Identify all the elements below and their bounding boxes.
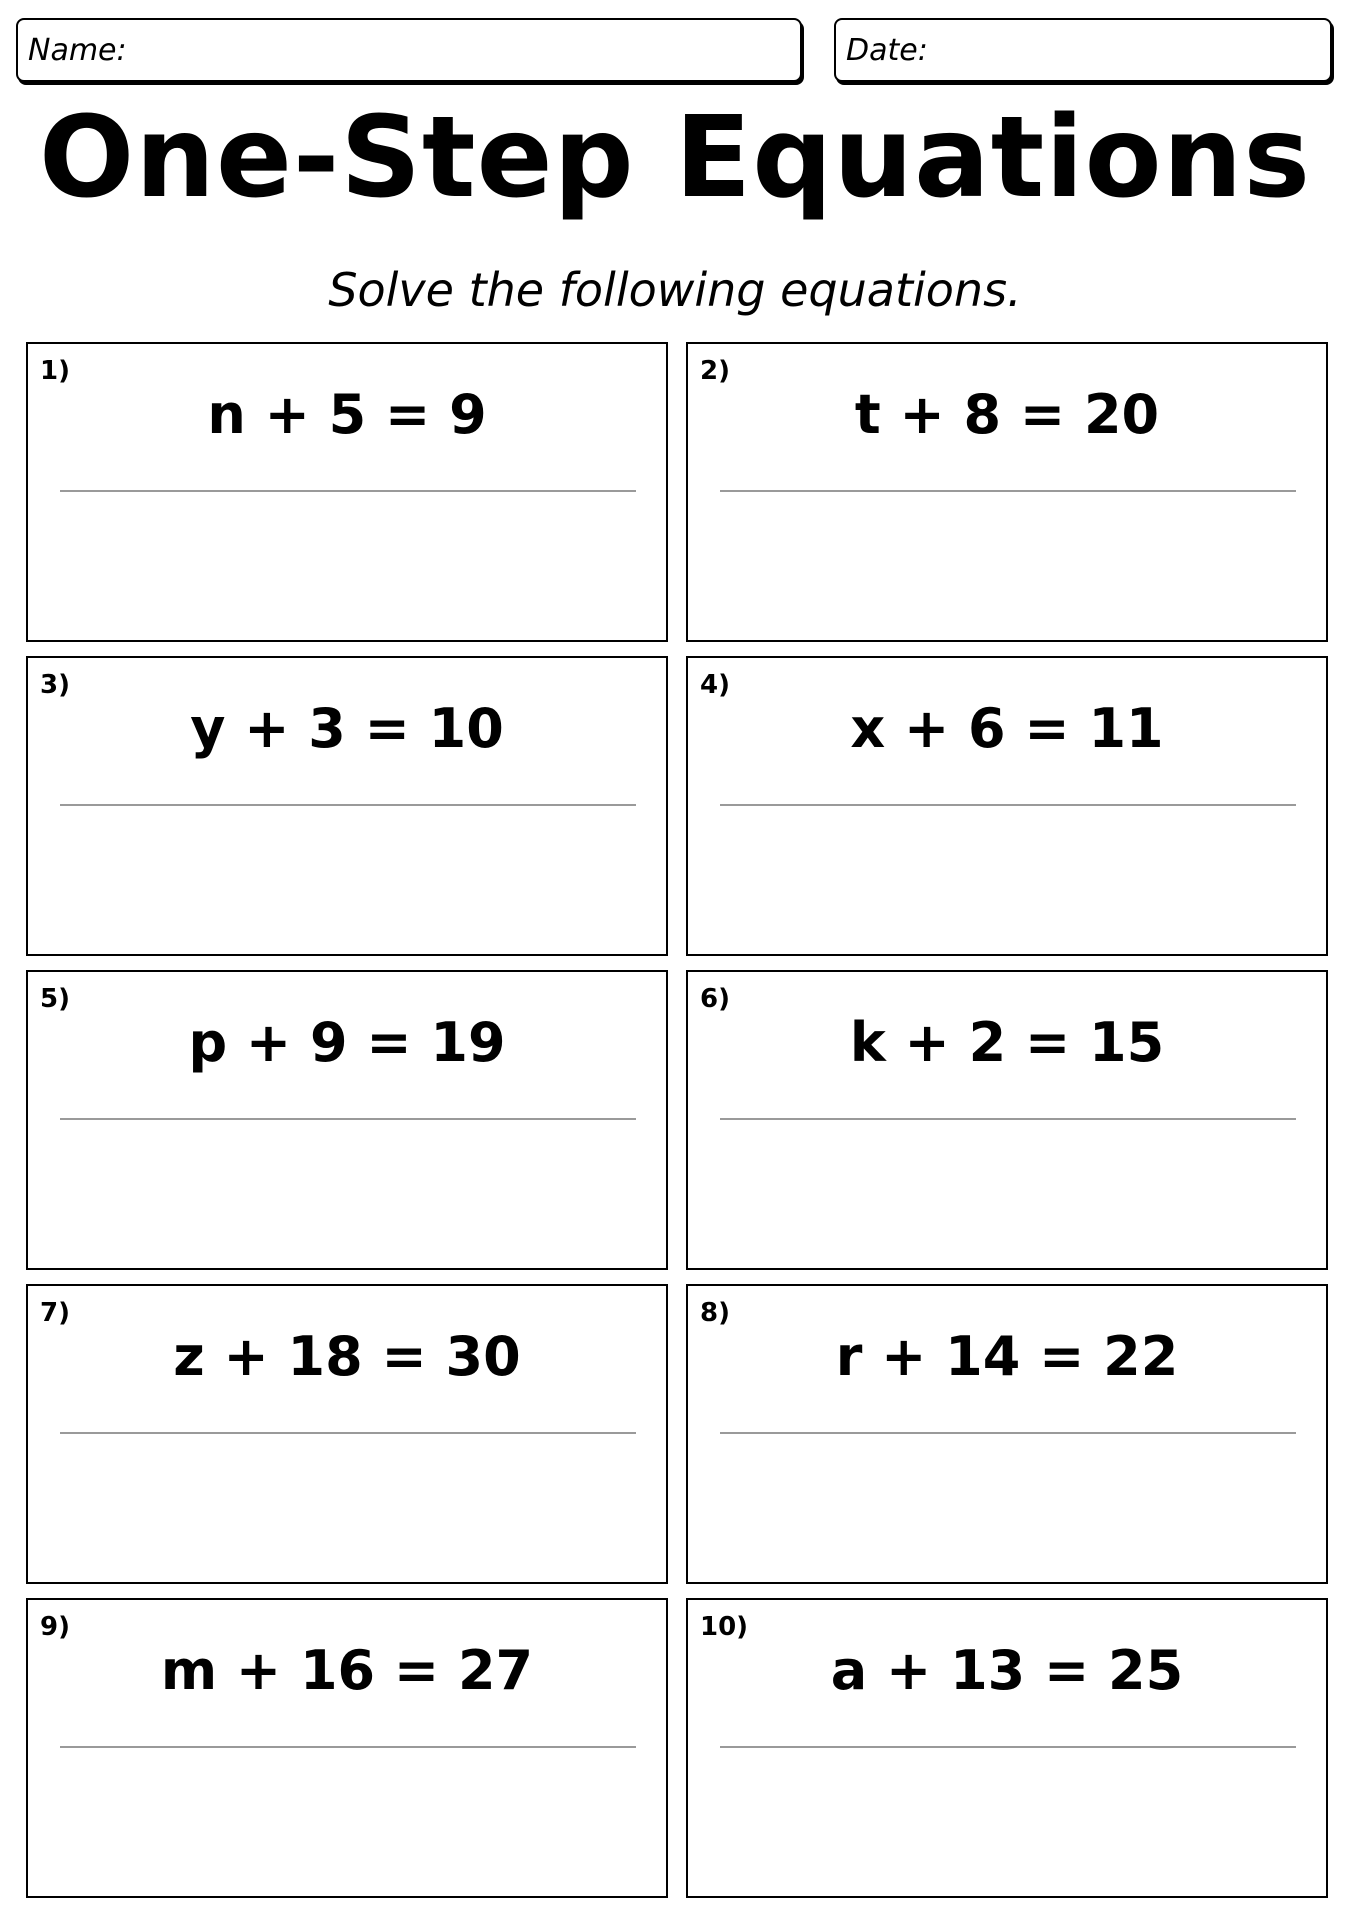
instructions: Solve the following equations. [328,263,1022,317]
answer-line[interactable] [720,1432,1296,1434]
problem-box-7[interactable] [26,1284,668,1584]
problem-number: 1) [40,356,70,386]
answer-line[interactable] [60,1432,636,1434]
problem-number: 8) [700,1298,730,1328]
page-title: One-Step Equations [39,93,1311,223]
answer-line[interactable] [720,1746,1296,1748]
equation: y + 3 = 10 [190,697,504,760]
answer-line[interactable] [720,804,1296,806]
equation: a + 13 = 25 [830,1639,1184,1702]
equation: z + 18 = 30 [173,1325,521,1388]
equation: r + 14 = 22 [835,1325,1179,1388]
date-field[interactable] [834,18,1332,82]
answer-line[interactable] [60,1118,636,1120]
problem-box-5[interactable] [26,970,668,1270]
problem-box-6[interactable] [686,970,1328,1270]
answer-line[interactable] [720,490,1296,492]
problem-box-1[interactable] [26,342,668,642]
problem-box-8[interactable] [686,1284,1328,1584]
problem-number: 4) [700,670,730,700]
problem-box-9[interactable] [26,1598,668,1898]
equation: k + 2 = 15 [849,1011,1165,1074]
equation: t + 8 = 20 [854,383,1160,446]
answer-line[interactable] [720,1118,1296,1120]
problem-box-2[interactable] [686,342,1328,642]
equation: p + 9 = 19 [188,1011,506,1074]
problem-grid [26,342,1326,1898]
name-field[interactable] [16,18,802,82]
equation: x + 6 = 11 [850,697,1164,760]
problem-number: 10) [700,1612,749,1642]
problem-number: 5) [40,984,70,1014]
problem-number: 2) [700,356,730,386]
date-label: Date: [846,33,928,68]
problem-box-4[interactable] [686,656,1328,956]
problem-number: 6) [700,984,730,1014]
problem-number: 9) [40,1612,70,1642]
answer-line[interactable] [60,1746,636,1748]
equation: n + 5 = 9 [207,383,487,446]
answer-line[interactable] [60,490,636,492]
equation: m + 16 = 27 [160,1639,534,1702]
answer-line[interactable] [60,804,636,806]
problem-number: 3) [40,670,70,700]
problem-box-3[interactable] [26,656,668,956]
name-label: Name: [28,33,127,68]
problem-number: 7) [40,1298,70,1328]
problem-box-10[interactable] [686,1598,1328,1898]
